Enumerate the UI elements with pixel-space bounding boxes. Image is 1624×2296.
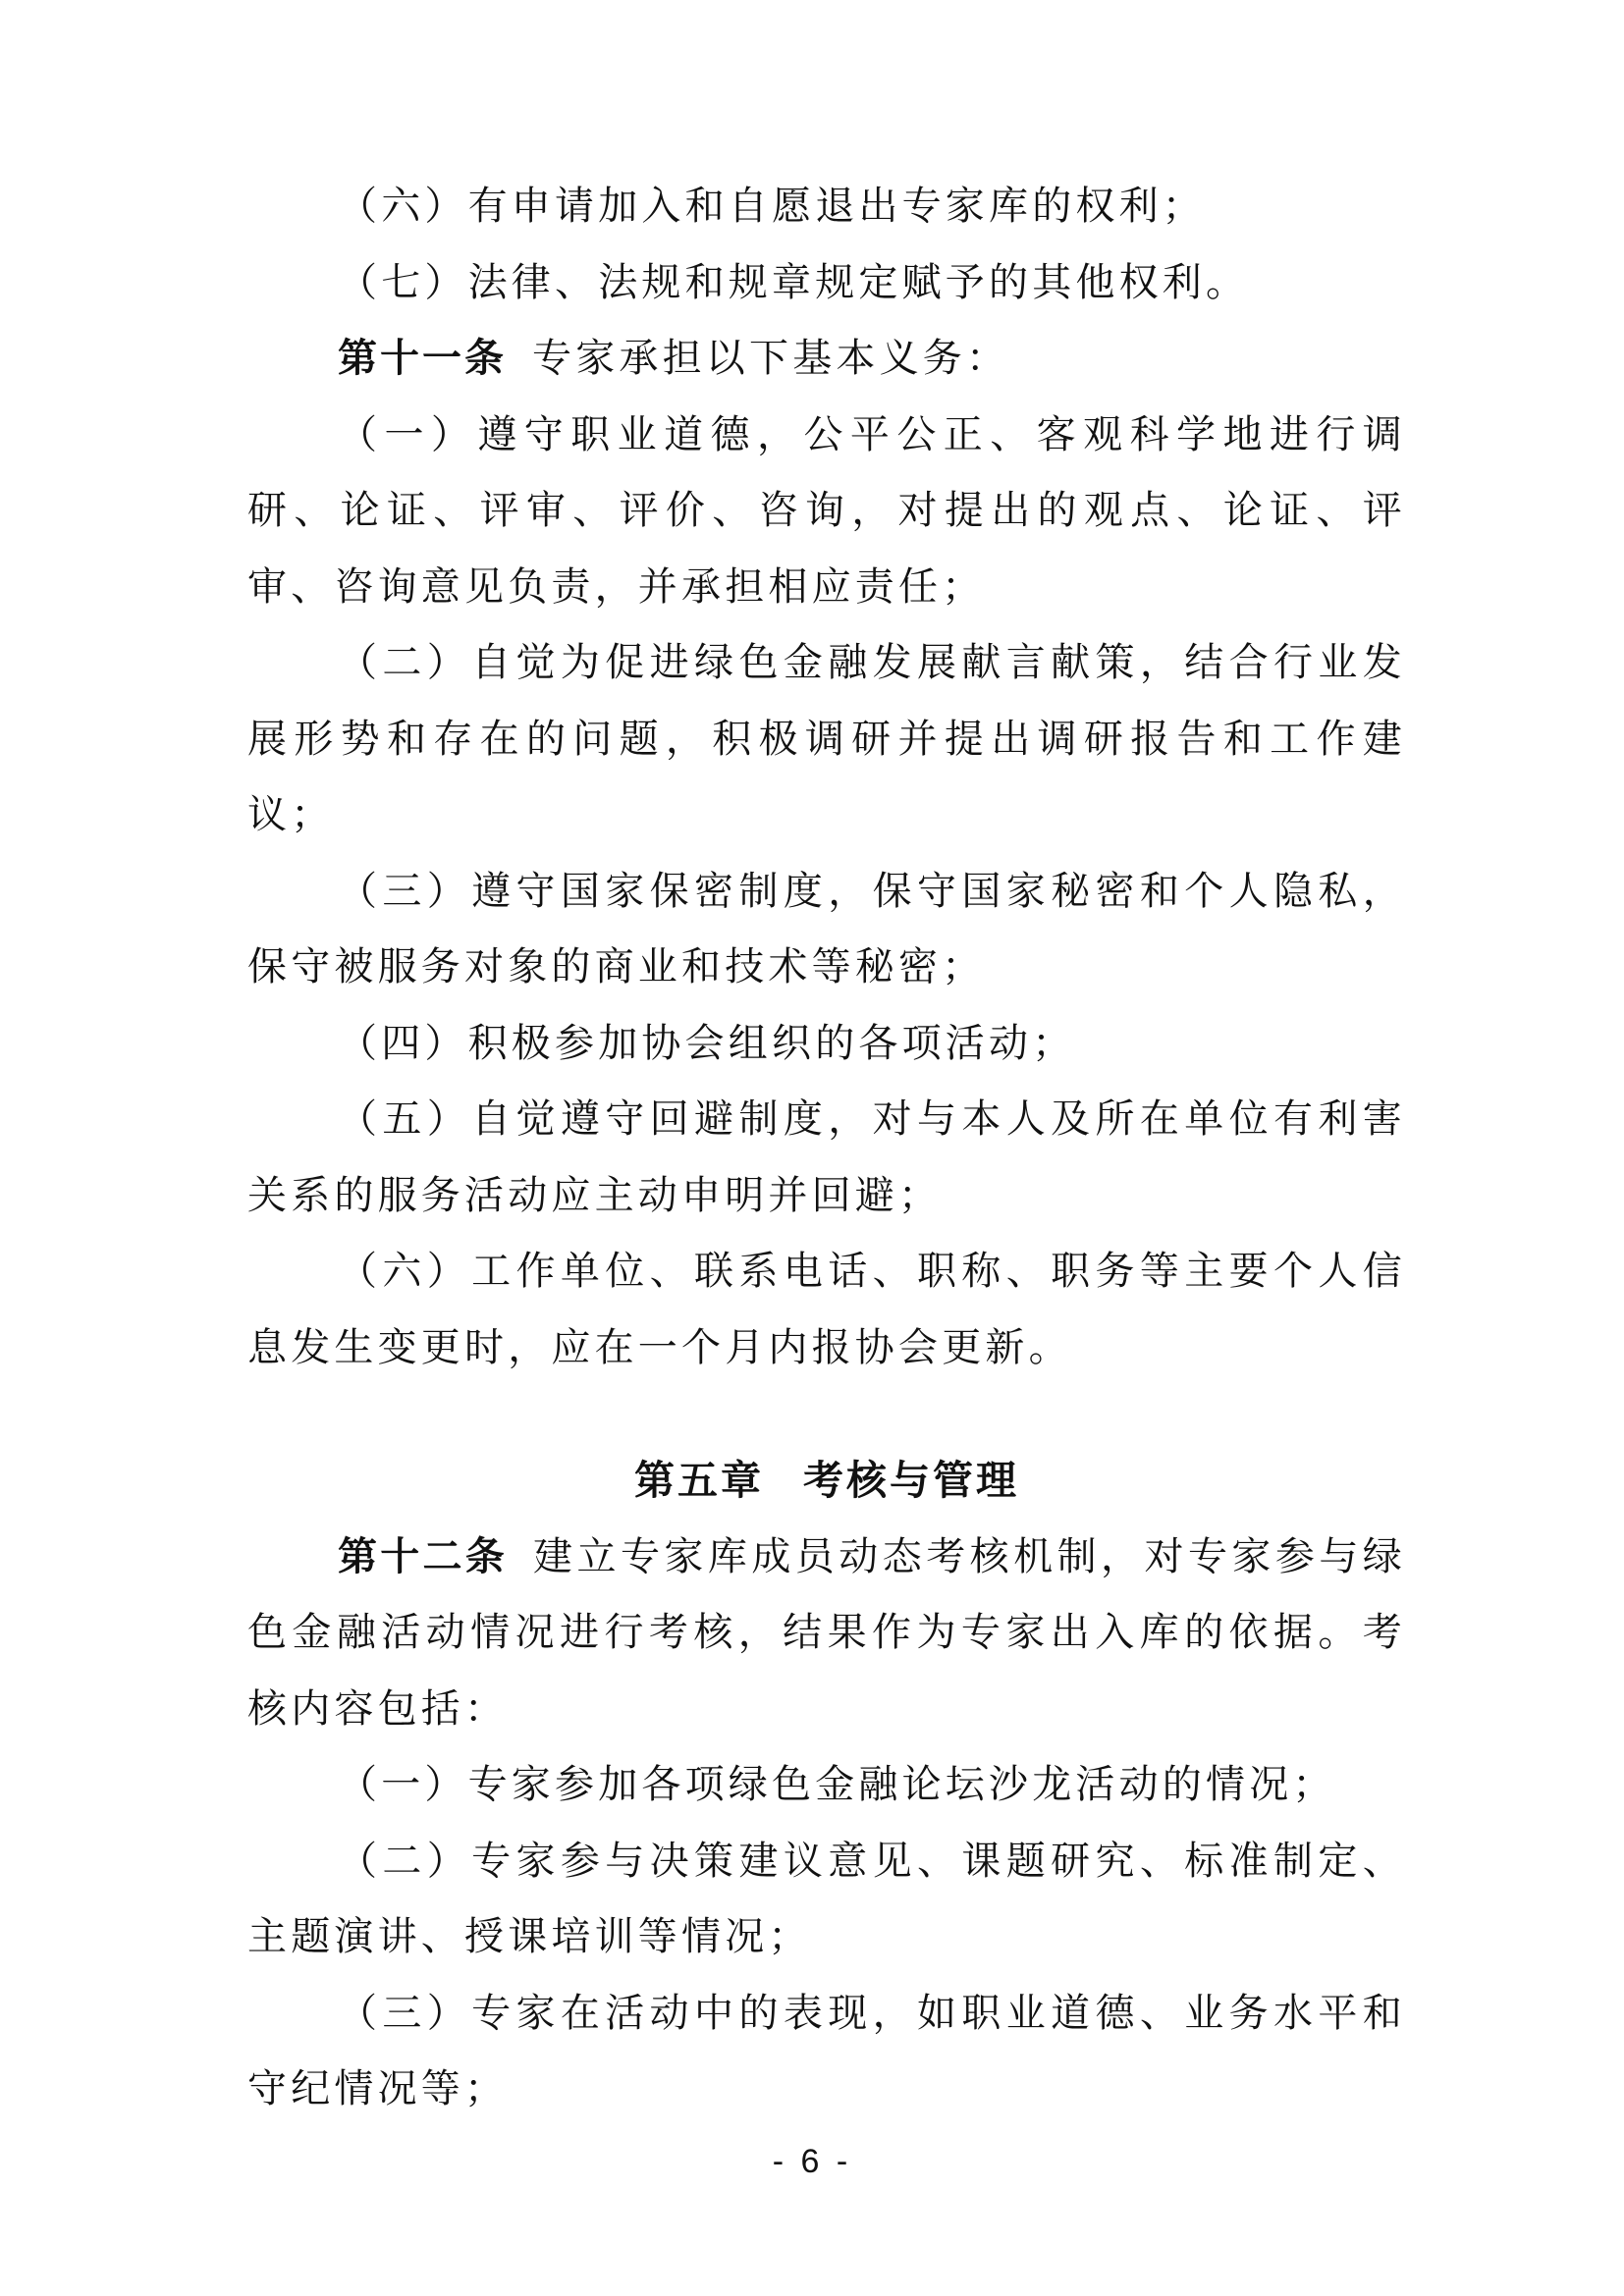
paragraph-text: （二）专家参与决策建议意见、课题研究、标准制定、主题演讲、授课培训等情况； [247, 1838, 1406, 1959]
paragraph-text: （一）遵守职业道德，公平公正、客观科学地进行调研、论证、评审、评价、咨询，对提出的观点、论证、评审、咨询意见负责，并承担相应责任； [247, 411, 1406, 610]
paragraph-text: 专家承担以下基本义务： [532, 336, 1010, 381]
clause-paragraph [247, 1976, 1406, 2128]
chapter-heading [247, 1443, 1406, 1520]
clause-paragraph [247, 854, 1406, 1006]
clause-paragraph [247, 625, 1406, 854]
article-paragraph [247, 1520, 1406, 1748]
paragraph-text: 建立专家库成员动态考核机制，对专家参与绿色金融活动情况进行考核，结果作为专家出入库的依据。考核内容包括： [247, 1533, 1407, 1732]
articles-section-assessment [247, 1520, 1406, 2128]
chapter-title: 考核与管理 [803, 1457, 1019, 1504]
page-number: - 6 - [772, 2143, 852, 2180]
paragraph-text: （七）法律、法规和规章规定赋予的其他权利。 [338, 259, 1250, 305]
paragraph-text: （一）专家参加各项绿色金融论坛沙龙活动的情况； [338, 1762, 1336, 1807]
article-paragraph [247, 321, 1406, 398]
articles-section-obligations [247, 169, 1406, 1386]
article-label: 第十二条 [338, 1533, 509, 1579]
paragraph-text: （四）积极参加协会组织的各项活动； [338, 1020, 1076, 1066]
paragraph-text: （三）专家在活动中的表现，如职业道德、业务水平和守纪情况等； [247, 1990, 1406, 2111]
document-body [247, 169, 1406, 2128]
paragraph-text: （六）工作单位、联系电话、职称、职务等主要个人信息发生变更时，应在一个月内报协会更新。 [247, 1249, 1406, 1370]
article-label: 第十一条 [338, 336, 507, 381]
clause-paragraph [247, 398, 1406, 626]
clause-paragraph [247, 1747, 1406, 1824]
clause-paragraph [247, 169, 1406, 245]
paragraph-text: （五）自觉遵守回避制度，对与本人及所在单位有利害关系的服务活动应主动申明并回避； [247, 1096, 1406, 1218]
paragraph-text: （二）自觉为促进绿色金融发展献言献策，结合行业发展形势和存在的问题，积极调研并提出调研报告和工作建议； [247, 640, 1406, 837]
clause-paragraph [247, 1824, 1406, 1976]
clause-paragraph [247, 1006, 1406, 1083]
clause-paragraph [247, 1234, 1406, 1386]
chapter-number: 第五章 [634, 1457, 764, 1504]
paragraph-text: （六）有申请加入和自愿退出专家库的权利； [338, 184, 1206, 229]
paragraph-text: （三）遵守国家保密制度，保守国家秘密和个人隐私，保守被服务对象的商业和技术等秘密； [247, 868, 1406, 989]
clause-paragraph [247, 245, 1406, 322]
clause-paragraph [247, 1082, 1406, 1234]
